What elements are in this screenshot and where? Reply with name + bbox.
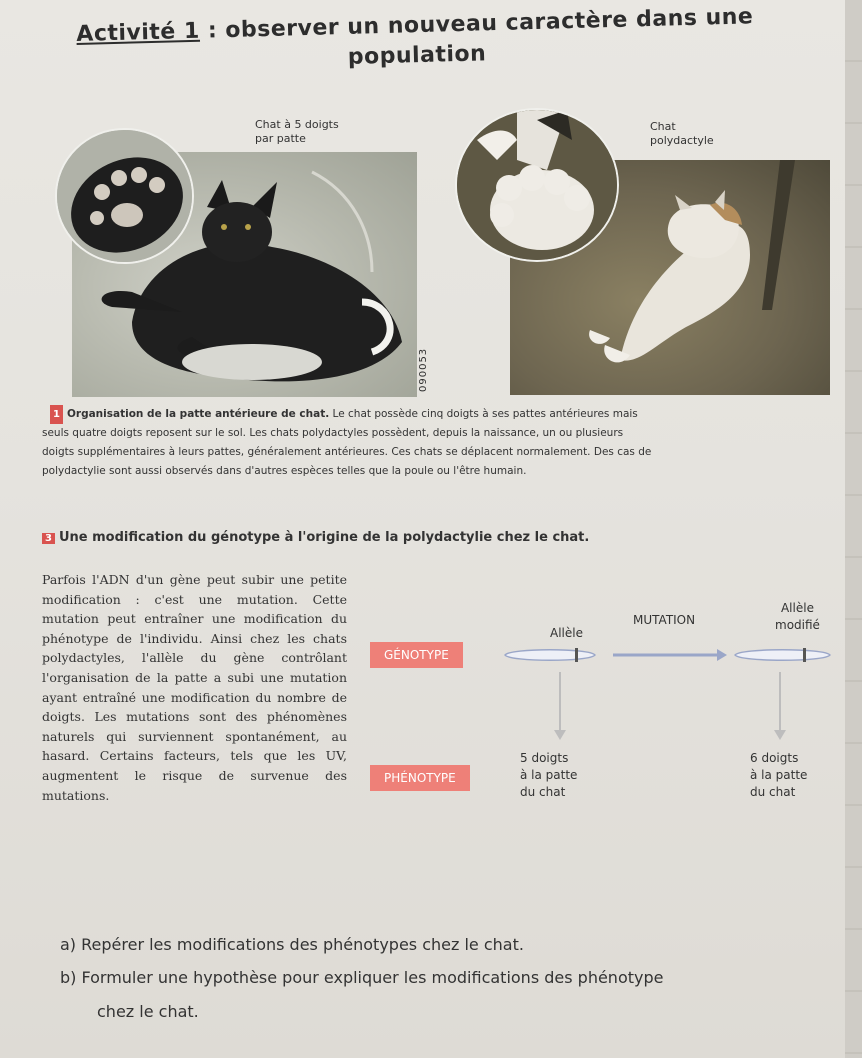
paw-pad-icon [57,130,192,262]
mutation-arrow-head [717,649,727,661]
genotype-tag: GÉNOTYPE [370,642,463,668]
polydactyl-paw-closeup [455,108,619,262]
genotype-phenotype-diagram [355,590,845,850]
figure1-caption [42,405,802,481]
black-paw-closeup [55,128,194,264]
caption-line3: doigts supplémentaires à leurs pattes, généralement antérieures. Ces chats se déplacent normalement. Des cas de [42,446,652,458]
figure-reference-number: 090053 [418,347,429,392]
label-polydactyl-cat [650,120,714,148]
five-toes-line3: du chat [520,785,566,799]
phenotype-tag: PHÉNOTYPE [370,765,470,791]
section3-title [42,530,589,545]
allele-label: Allèle [550,626,583,640]
caption-line1 [42,405,802,424]
five-toes-line1: 5 doigts [520,751,569,765]
six-toes-text [750,750,807,801]
title-line1: : observer un nouveau caractère dans une [199,4,754,44]
modified-allele-line1: Allèle [780,601,814,615]
five-toes-line2: à la patte [520,768,578,782]
label-polydactyl-line2: polydactyle [650,134,714,147]
modified-locus-mark [803,648,806,662]
question-b: b) Formuler une hypothèse pour expliquer les modifications des phénotype [60,968,664,987]
caption-line4: polydactylie sont aussi observés dans d'autres espèces telles que la poule ou l'être humain. [42,465,527,477]
six-toes-line3: du chat [750,785,796,799]
question-b-continued: chez le chat. [97,1002,199,1021]
caption-text1: Le chat possède cinq doigts à ses pattes antérieures mais [329,408,638,420]
allele-dna-icon [505,650,595,661]
mutation-label: MUTATION [633,613,696,627]
polydactyl-paw-icon [457,110,617,260]
allele-locus-mark [575,648,578,662]
label-five-toes-line2: par patte [255,132,306,145]
activity-label: Activité 1 [76,18,201,47]
six-toes-line2: à la patte [750,768,808,782]
label-five-toes [255,118,339,146]
page-edge [845,0,862,1058]
modified-allele-label [775,600,820,634]
doc-badge-1: 1 [50,405,63,424]
section3-title-text: Une modification du génotype à l'origine de la polydactylie chez le chat. [58,530,590,545]
modified-allele-line2: modifié [775,618,820,632]
caption-title: Organisation de la patte antérieure de chat. [66,408,330,420]
title-line2: population [347,41,487,70]
page-title [76,1,817,80]
label-polydactyl-line1: Chat [650,120,676,133]
modified-allele-dna-icon [735,650,830,661]
caption-line2: seuls quatre doigts reposent sur le sol. Les chats polydactyles possèdent, depuis la naissance, un ou plusieurs [42,427,624,439]
section3-body: Parfois l'ADN d'un gène peut subir une petite modification : c'est une mutation. Cette mutation peut entraîner une modification du phénotype de l'individu. Ainsi chez les chats polydactyles, l'allèle du gène contrôlant l'organisation de la patte a subi une mutation ayant entraîné une modification du nombre de doigts. Les mutations sont des phénomènes naturels qui surviennent spontanément, au hasard. Certains facteurs, tels que les UV, augmentent le risque de survenue des mutations. [42,572,347,803]
six-toes-line1: 6 doigts [750,751,799,765]
question-a: a) Repérer les modifications des phénotypes chez le chat. [60,935,524,954]
label-five-toes-line1: Chat à 5 doigts [255,118,339,131]
five-toes-text [520,750,577,801]
doc-badge-3: 3 [42,533,55,544]
